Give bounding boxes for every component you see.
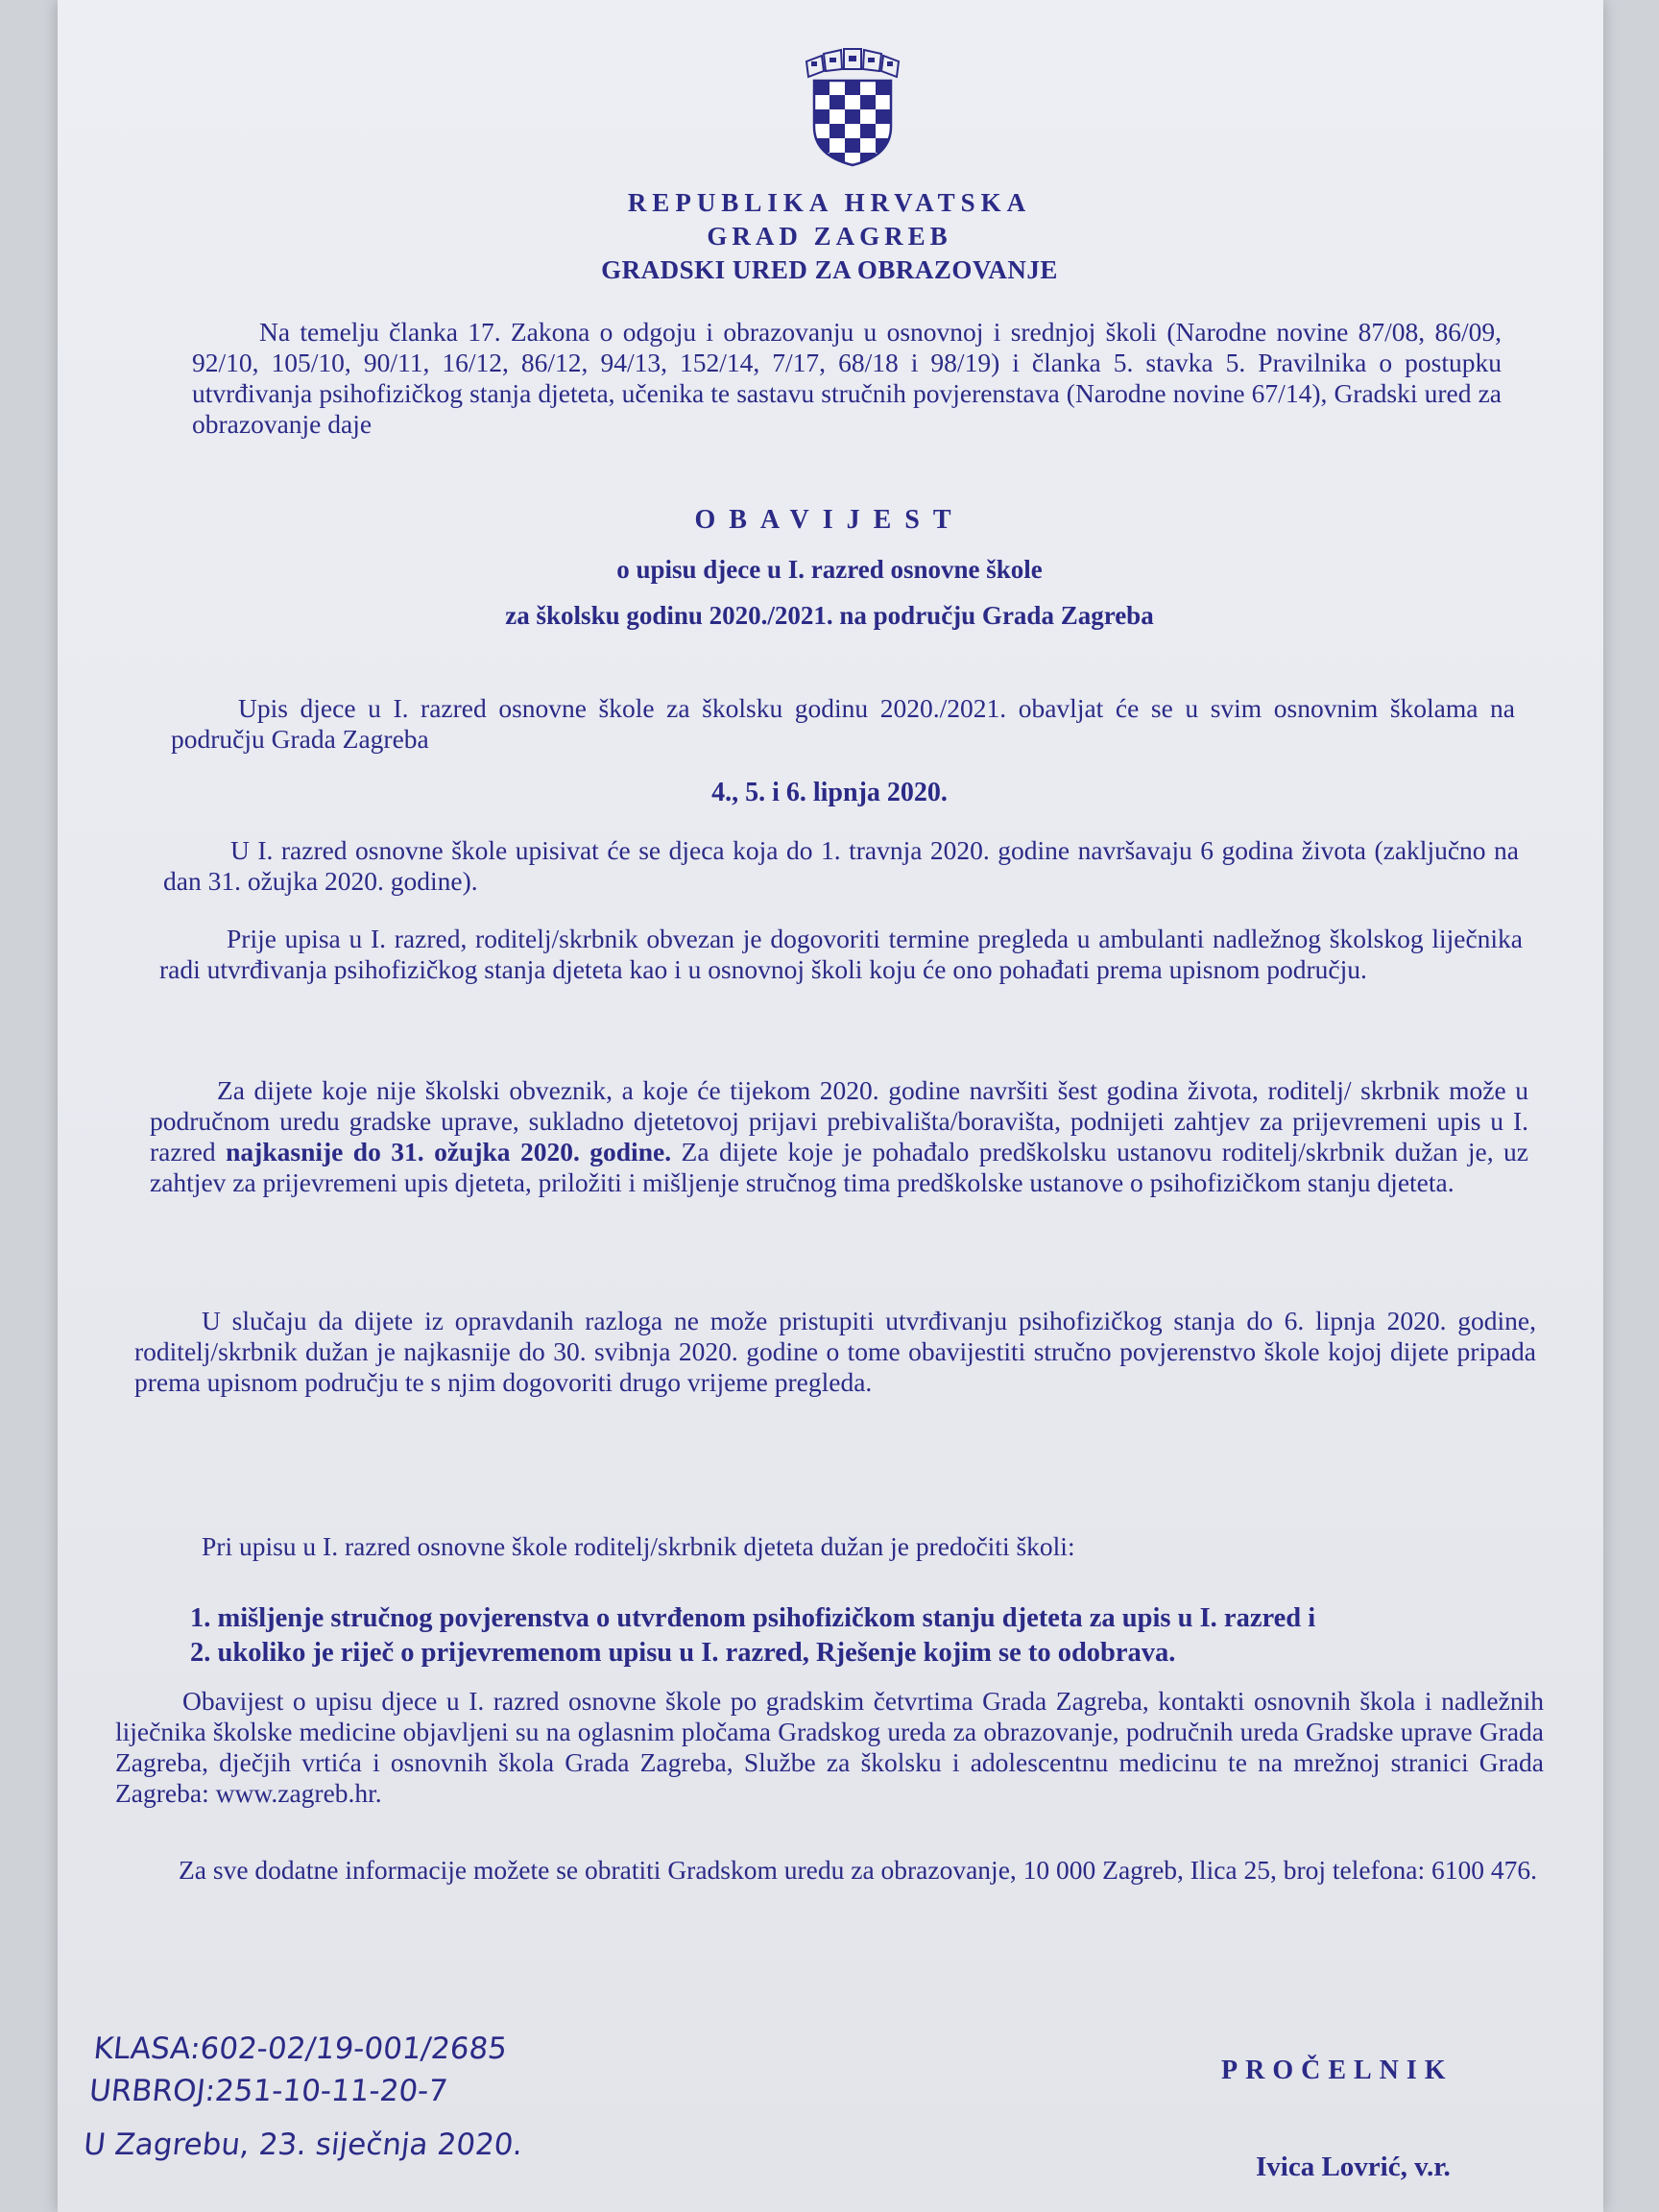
signer-name: Ivica Lovrić, v.r. — [1256, 2152, 1451, 2182]
requirement-1: 1. mišljenje stručnog povjerenstva o utvrđenom psihofizičkom stanju djeteta za upis u I. razred i — [190, 1603, 1316, 1633]
requirement-2: 2. ukoliko je riječ o prijevremenom upisu u I. razred, Rješenje kojim se to odobrava. — [190, 1638, 1176, 1668]
paragraph-excused-delay: U slučaju da dijete iz opravdanih razloga ne može pristupiti utvrđivanju psihofizičkog stanja do 6. lipnja 2020. godine, roditelj/skrbnik dužan je najkasnije do 30. svibnja 2020. godine o tome obavijestiti stručno povjerenstvo škole kojoj dijete pripada prema upisnom području te s njim dogovoriti drugo vrijeme pregleda. — [134, 1306, 1536, 1397]
klasa-number: KLASA:602-02/19-001/2685 — [91, 2032, 509, 2066]
paragraph-publication: Obavijest o upisu djece u I. razred osnovne škole po gradskim četvrtima Grada Zagreba, kontakti osnovnih škola i nadležnih liječnika školske medicine objavljeni su na oglasnim pločama Gradskog ureda za obrazovanje, područnih ureda Gradske uprave Grada Zagreba, dječjih vrtića i osnovnih škola Grada Zagreba, Službe za školsku i adolescentnu medicinu te na mrežnoj stranici Grada Zagreba: www.zagreb.hr. — [115, 1686, 1544, 1808]
paragraph-enrollment: Upis djece u I. razred osnovne škole za školsku godinu 2020./2021. obavljat će se u svim osnovnim školama na području Grada Zagreba — [171, 693, 1515, 754]
document-subtitle-1: o upisu djece u I. razred osnovne škole — [616, 555, 1043, 584]
intro-paragraph: Na temelju članka 17. Zakona o odgoju i obrazovanju u osnovnoj i srednjoj školi (Narodne novine 87/08, 86/09, 92/10, 105/10, 90/11, 16/12, 86/12, 94/13, 152/14, 7/17, 68/18 i 98/19) i članka 5. stavka 5. Pravilnika o postupku utvrđivanja psihofizičkog stanja djeteta, učenika te sastavu stručnih povjerenstava (Narodne novine 67/14), Gradski ured za obrazovanje daje — [192, 317, 1502, 439]
paragraph-early-enrollment — [150, 1075, 1528, 1198]
document-title: OBAVIJEST — [694, 505, 965, 535]
paragraph-contact: Za sve dodatne informacije možete se obratiti Gradskom uredu za obrazovanje, 10 000 Zagreb, Ilica 25, broj telefona: 6100 476. — [179, 1855, 1537, 1885]
paragraph-age: U I. razred osnovne škole upisivat će se djeca koja do 1. travnja 2020. godine navršavaju 6 godina života (zaključno na dan 31. ožujka 2020. godine). — [163, 835, 1519, 896]
header-republic: REPUBLIKA HRVATSKA — [627, 188, 1032, 217]
enrollment-dates: 4., 5. i 6. lipnja 2020. — [711, 778, 948, 807]
place-and-date: U Zagrebu, 23. siječnja 2020. — [82, 2128, 525, 2162]
croatian-coat-of-arms-icon — [803, 48, 902, 167]
paragraph-medical-exam: Prije upisa u I. razred, roditelj/skrbnik obvezan je dogovoriti termine pregleda u ambulanti nadležnog školskog liječnika radi utvrđivanja psihofizičkog stanja djeteta kao i u osnovnoj školi koju će ono pohađati prema upisnom području. — [159, 924, 1523, 984]
early-enrollment-text-b: Za dijete koje je pohađalo predškolsku ustanovu roditelj/skrbnik dužan je, uz zahtjev za prijevremeni upis djeteta, priložiti i mišljenje stručnog tima predškolske ustanove o psihofizičkom stanju djeteta. — [150, 1137, 1528, 1197]
signer-title: PROČELNIK — [1221, 2056, 1454, 2085]
urbroj-number: URBROJ:251-10-11-20-7 — [87, 2074, 449, 2108]
document-subtitle-2: za školsku godinu 2020./2021. na području Grada Zagreba — [505, 601, 1154, 630]
early-enrollment-deadline: najkasnije do 31. ožujka 2020. godine. — [226, 1137, 672, 1166]
document-reference — [82, 2028, 535, 2166]
paragraph-required-docs: Pri upisu u I. razred osnovne škole roditelj/skrbnik djeteta dužan je predočiti školi: — [202, 1531, 1075, 1561]
header-office: GRADSKI URED ZA OBRAZOVANJE — [601, 255, 1058, 284]
header-city: GRAD ZAGREB — [707, 222, 952, 251]
early-enrollment-text-a: Za dijete koje nije školski obveznik, a koje će tijekom 2020. godine navršiti šest godina života, roditelj/ skrbnik može u područnom uredu gradske uprave, sukladno djetetovoj prijavi prebivališta/boravišta, podnijeti zahtjev za prijevremeni upis u I. razred — [150, 1075, 1528, 1166]
